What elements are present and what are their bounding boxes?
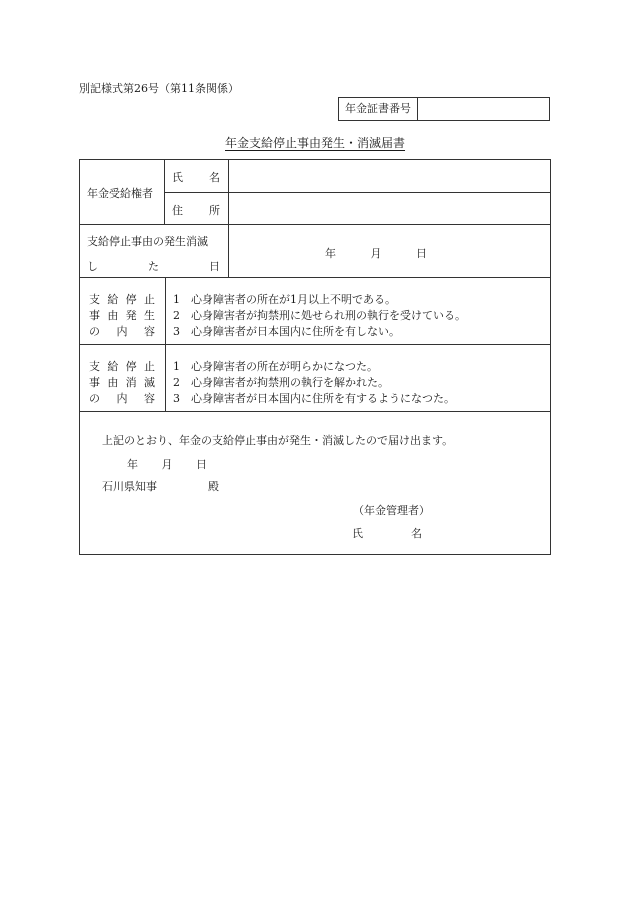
manager-label: （年金管理者） (353, 504, 430, 517)
name-label: 氏 名 (172, 171, 220, 184)
manager-name-field[interactable] (432, 522, 542, 540)
certificate-number-label: 年金証書番号 (339, 98, 418, 120)
recipient-label: 年金受給権者 (87, 187, 153, 200)
form-table: 年金受給権者 氏 名 住 所 支給停止事由の発生消滅 し た 日 年 月 日 支 給 停 止 事 由 発 生 の 内 容 1 心身障害者の所在が1月以上不明である。 2 心身障害者が拘禁刑に処せられ刑の執行を受けている。 3 心身障害者が日本国内に住所を有しない。 支 給 停 止 事 由 消 滅 の 内 容 1 心身障害者の所在が明らかになつた。 2 心身障害者が拘禁刑の執行を解かれた。 3 心身障害者が日本国内に住所を有するようになつた。 上記のとおり、年金の支給停止事由が発生・消滅したので届け出ます。 年 月 日 石川県知事 殿 （年金管理者） 氏 名 (79, 159, 551, 555)
form-title: 年金支給停止事由発生・消滅届書 (225, 136, 406, 150)
suspension-item[interactable]: 3 心身障害者が日本国内に住所を有しない。 (173, 325, 400, 338)
address-label: 住 所 (172, 204, 220, 217)
event-date-label-line2: し た 日 (87, 260, 220, 273)
declaration-date[interactable]: 年 月 日 (127, 458, 207, 471)
address-field[interactable] (232, 201, 542, 219)
suspension-item[interactable]: 1 心身障害者の所在が1月以上不明である。 (173, 293, 396, 306)
certificate-number-box (338, 97, 550, 121)
extinction-item[interactable]: 1 心身障害者の所在が明らかになつた。 (173, 360, 378, 373)
addressee: 石川県知事 (102, 480, 157, 493)
manager-name-label: 氏 名 (352, 527, 422, 540)
extinction-item[interactable]: 2 心身障害者が拘禁刑の執行を解かれた。 (173, 376, 389, 389)
suspension-item[interactable]: 2 心身障害者が拘禁刑に処せられ刑の執行を受けている。 (173, 309, 466, 322)
event-date-label: 支給停止事由の発生消滅 (87, 235, 208, 248)
declaration-statement: 上記のとおり、年金の支給停止事由が発生・消滅したので届け出ます。 (102, 434, 454, 447)
addressee-honorific: 殿 (208, 480, 219, 493)
name-field[interactable] (232, 168, 542, 186)
event-date-field[interactable]: 年 月 日 (325, 247, 427, 260)
form-number-label: 別記様式第26号（第11条関係） (79, 82, 239, 95)
extinction-item[interactable]: 3 心身障害者が日本国内に住所を有するようになつた。 (173, 392, 455, 405)
